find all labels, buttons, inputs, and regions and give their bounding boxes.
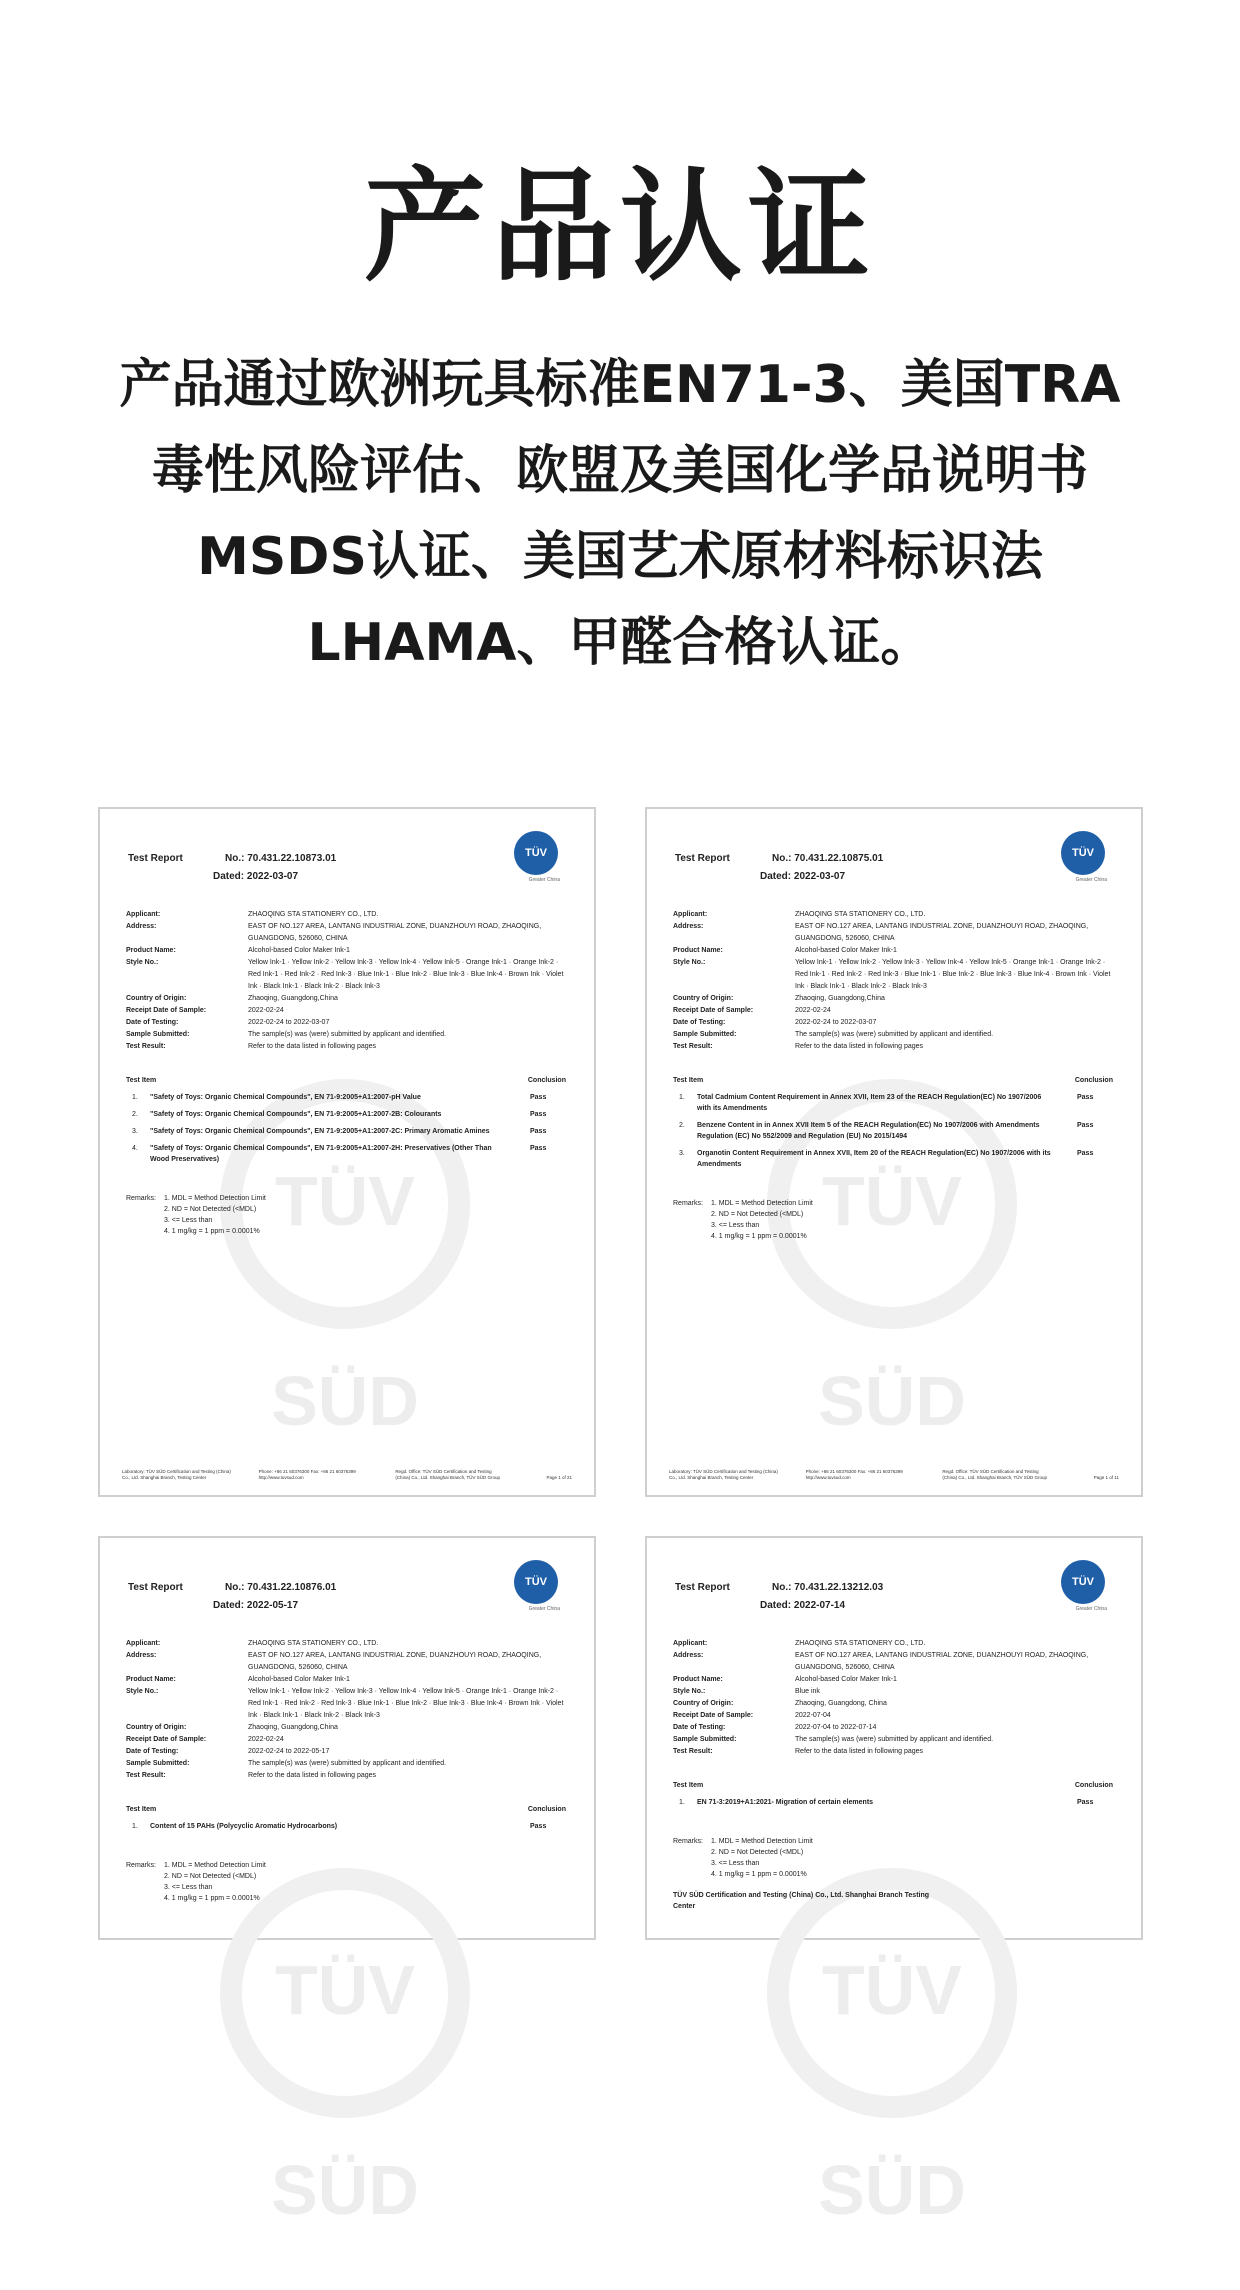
- remark-line: [126, 1204, 426, 1215]
- footer-column: Regd. Office: TÜV SÜD Certification and Testing (China) Co., Ltd. Shanghai Branch, TÜV SÜD Group: [395, 1469, 501, 1480]
- remark-text: 3. <= Less than: [711, 1860, 760, 1867]
- test-items-header: [126, 1804, 566, 1815]
- test-report-document: [645, 1536, 1143, 2229]
- remarks-label: Remarks:: [673, 1200, 703, 1207]
- info-key: Style No.:: [673, 959, 706, 966]
- info-value: 2022-02-24: [248, 1736, 284, 1743]
- remarks-block: [126, 1193, 426, 1237]
- info-value: Zhaoqing, Guangdong, China: [795, 1700, 887, 1707]
- page-title: 产品认证: [364, 156, 876, 298]
- info-key: Sample Submitted:: [673, 1031, 737, 1038]
- report-number: No.: 70.431.22.10876.01: [225, 1582, 337, 1593]
- info-row: [126, 1650, 566, 1674]
- info-row: [673, 1638, 1113, 1650]
- info-row: [126, 909, 566, 921]
- info-value: The sample(s) was (were) submitted by applicant and identified.: [795, 1031, 994, 1038]
- remark-line: [126, 1882, 426, 1893]
- info-key: Applicant:: [126, 911, 161, 918]
- info-row: [126, 1005, 566, 1017]
- remark-text: 1. MDL = Method Detection Limit: [711, 1200, 813, 1207]
- footer-column: Laboratory: TÜV SÜD Certification and Testing (China) Co., Ltd. Shanghai Branch, Testing Center: [122, 1469, 231, 1480]
- test-item-label: Test Item: [126, 1806, 157, 1813]
- info-key: Sample Submitted:: [126, 1760, 190, 1767]
- description-line: MSDS认证、美国艺术原材料标识法: [197, 527, 1043, 587]
- info-value: Alcohol-based Color Maker Ink-1: [795, 1676, 897, 1683]
- info-value: 2022-07-04 to 2022-07-14: [795, 1724, 877, 1731]
- info-key: Sample Submitted:: [673, 1736, 737, 1743]
- info-row: [673, 1746, 1113, 1758]
- certification-description: [60, 342, 1180, 686]
- info-row: [126, 921, 566, 945]
- tuv-watermark: TÜV SÜD: [767, 1079, 1017, 1329]
- info-value: Refer to the data listed in following pages: [248, 1772, 377, 1779]
- info-value: 2022-02-24 to 2022-05-17: [248, 1748, 330, 1755]
- info-value: The sample(s) was (were) submitted by applicant and identified.: [248, 1760, 447, 1767]
- remark-line: [126, 1193, 426, 1204]
- remark-line: [673, 1847, 973, 1858]
- info-row: [673, 1650, 1113, 1674]
- test-item-label: Test Item: [126, 1077, 157, 1084]
- test-number: 1.: [132, 1823, 138, 1830]
- info-key: Test Result:: [126, 1043, 166, 1050]
- info-row: [126, 1722, 566, 1734]
- test-number: 2.: [679, 1122, 685, 1129]
- report-number: No.: 70.431.22.13212.03: [772, 1582, 884, 1593]
- remark-line: [126, 1215, 426, 1226]
- info-key: Sample Submitted:: [126, 1031, 190, 1038]
- remarks-label: [126, 1871, 164, 1882]
- info-row: [673, 1041, 1113, 1053]
- test-conclusion: Pass: [530, 1128, 547, 1135]
- info-value: ZHAOQING STA STATIONERY CO., LTD.: [795, 911, 926, 918]
- report-info-block: [673, 909, 1113, 1053]
- info-key: Product Name:: [673, 947, 723, 954]
- page-number: Page 1 of 21: [546, 1475, 572, 1480]
- remark-text: 4. 1 mg/kg = 1 ppm = 0.0001%: [711, 1871, 807, 1878]
- test-items-header: [673, 1780, 1113, 1791]
- test-name: "Safety of Toys: Organic Chemical Compounds", EN 71-9:2005+A1:2007-pH Value: [150, 1094, 421, 1101]
- info-row: [673, 1017, 1113, 1029]
- tuv-logo-icon: TÜV: [1061, 1560, 1105, 1604]
- conclusion-label: Conclusion: [527, 1077, 566, 1084]
- remark-line: [673, 1231, 973, 1242]
- test-item: [126, 1126, 566, 1137]
- info-key: Test Result:: [673, 1043, 713, 1050]
- test-name: Total Cadmium Content Requirement in Annex XVII, Item 23 of the REACH Regulation(EC) No 1907/2006 with its Amendments: [697, 1094, 1042, 1112]
- test-report-document: [98, 807, 596, 1497]
- test-item: [126, 1143, 566, 1165]
- info-key: Product Name:: [126, 947, 176, 954]
- test-items-header: [673, 1075, 1113, 1086]
- remarks-block: [673, 1198, 973, 1242]
- report-info-block: [126, 1638, 566, 1782]
- test-number: 2.: [132, 1111, 138, 1118]
- test-name: "Safety of Toys: Organic Chemical Compounds", EN 71-9:2005+A1:2007-2H: Preservatives (Other Than Wood Preservatives): [150, 1145, 492, 1163]
- info-row: [673, 945, 1113, 957]
- report-number: No.: 70.431.22.10875.01: [772, 853, 884, 864]
- remark-text: 2. ND = Not Detected (<MDL): [164, 1873, 257, 1880]
- remarks-label: [126, 1226, 164, 1237]
- report-number: No.: 70.431.22.10873.01: [225, 853, 337, 864]
- remark-text: 2. ND = Not Detected (<MDL): [164, 1206, 257, 1213]
- remarks-label: Remarks:: [126, 1195, 156, 1202]
- info-value: Zhaoqing, Guangdong,China: [248, 1724, 338, 1731]
- info-key: Date of Testing:: [673, 1019, 726, 1026]
- info-key: Date of Testing:: [126, 1019, 179, 1026]
- test-name: Organotin Content Requirement in Annex XVII, Item 20 of the REACH Regulation(EC) No 1907/2006 with its Amendments: [697, 1150, 1051, 1168]
- info-row: [673, 1674, 1113, 1686]
- info-value: Zhaoqing, Guangdong,China: [795, 995, 885, 1002]
- info-row: [126, 1758, 566, 1770]
- info-key: Address:: [673, 1652, 704, 1659]
- remark-text: 1. MDL = Method Detection Limit: [164, 1862, 266, 1869]
- test-items-block: [126, 1075, 566, 1171]
- info-value: EAST OF NO.127 AREA, LANTANG INDUSTRIAL ZONE, DUANZHOUYI ROAD, ZHAOQING, GUANGDONG, 526060, CHINA: [248, 923, 542, 942]
- info-key: Test Result:: [673, 1748, 713, 1755]
- report-date: Dated: 2022-03-07: [760, 871, 846, 882]
- test-item: [126, 1109, 566, 1120]
- signatory: TÜV SÜD Certification and Testing (China) Co., Ltd. Shanghai Branch Testing Center: [673, 1892, 930, 1910]
- test-conclusion: Pass: [1077, 1150, 1094, 1157]
- info-value: 2022-02-24: [248, 1007, 284, 1014]
- info-value: Alcohol-based Color Maker Ink-1: [795, 947, 897, 954]
- tuv-logo-icon: TÜV: [514, 1560, 558, 1604]
- test-conclusion: Pass: [530, 1145, 547, 1152]
- info-key: Applicant:: [126, 1640, 161, 1647]
- tuv-watermark: TÜV SÜD: [220, 1868, 470, 2118]
- info-key: Address:: [126, 923, 157, 930]
- info-row: [126, 993, 566, 1005]
- info-row: [673, 957, 1113, 993]
- test-number: 3.: [679, 1150, 685, 1157]
- info-key: Test Result:: [126, 1772, 166, 1779]
- tuv-logo-icon: TÜV: [514, 831, 558, 875]
- remarks-label: [673, 1209, 711, 1220]
- info-row: [673, 1734, 1113, 1746]
- remarks-label: [126, 1215, 164, 1226]
- report-label: Test Report: [128, 853, 183, 864]
- remarks-label: [126, 1882, 164, 1893]
- info-row: [673, 921, 1113, 945]
- info-value: Yellow Ink-1 · Yellow Ink-2 · Yellow Ink-3 · Yellow Ink-4 · Yellow Ink-5 · Orange Ink-1 · Orange Ink-2 · Red Ink-1 · Red Ink-2 · Red Ink-3 · Blue Ink-1 · Blue Ink-2 · Blue Ink-3 · Blue Ink-4 · Brown Ink · Violet Ink · Black Ink-1 · Black Ink-2 · Black Ink-3: [795, 959, 1111, 990]
- report-label: Test Report: [675, 853, 730, 864]
- info-row: [126, 1041, 566, 1053]
- info-value: Alcohol-based Color Maker Ink-1: [248, 947, 350, 954]
- remark-line: [126, 1871, 426, 1882]
- test-conclusion: Pass: [1077, 1094, 1094, 1101]
- test-report-document: [645, 807, 1143, 1497]
- test-items-block: [126, 1804, 566, 1838]
- remarks-label: [673, 1847, 711, 1858]
- conclusion-label: Conclusion: [1074, 1782, 1113, 1789]
- info-value: Refer to the data listed in following pages: [795, 1748, 924, 1755]
- test-name: EN 71-3:2019+A1:2021- Migration of certain elements: [697, 1799, 874, 1806]
- info-key: Applicant:: [673, 1640, 708, 1647]
- test-number: 1.: [132, 1094, 138, 1101]
- info-value: Refer to the data listed in following pages: [795, 1043, 924, 1050]
- logo-subtext: Greater China: [528, 877, 560, 883]
- info-key: Date of Testing:: [126, 1748, 179, 1755]
- info-key: Country of Origin:: [673, 1700, 734, 1707]
- report-label: Test Report: [128, 1582, 183, 1593]
- test-item: [673, 1148, 1113, 1170]
- report-date: Dated: 2022-05-17: [213, 1600, 299, 1611]
- remark-line: [126, 1860, 426, 1871]
- remark-text: 4. 1 mg/kg = 1 ppm = 0.0001%: [164, 1228, 260, 1235]
- info-row: [126, 1686, 566, 1722]
- info-key: Product Name:: [126, 1676, 176, 1683]
- info-row: [126, 1734, 566, 1746]
- info-row: [126, 1770, 566, 1782]
- info-key: Country of Origin:: [673, 995, 734, 1002]
- info-row: [126, 945, 566, 957]
- test-item: [673, 1120, 1113, 1142]
- description-line: 毒性风险评估、欧盟及美国化学品说明书: [151, 441, 1088, 501]
- remarks-label: [673, 1231, 711, 1242]
- remarks-label: Remarks:: [126, 1862, 156, 1869]
- info-key: Receipt Date of Sample:: [126, 1736, 207, 1743]
- footer-column: Phone: +86 21 60376300 Fax: +86 21 60376399 http://www.tuvsud.com: [805, 1469, 903, 1480]
- remark-line: [673, 1858, 973, 1869]
- info-row: [673, 1698, 1113, 1710]
- test-conclusion: Pass: [530, 1823, 547, 1830]
- remarks-block: [126, 1860, 426, 1904]
- remark-line: [673, 1198, 973, 1209]
- tuv-watermark: TÜV SÜD: [767, 1868, 1017, 2118]
- test-items-block: [673, 1075, 1113, 1176]
- info-value: Blue ink: [795, 1688, 820, 1695]
- test-name: Benzene Content in in Annex XVII Item 5 of the REACH Regulation(EC) No 1907/2006 with Amendments Regulation (EC) No 552/2009 and Regulation (EU) No 2015/1494: [697, 1122, 1040, 1140]
- info-value: 2022-07-04: [795, 1712, 831, 1719]
- test-conclusion: Pass: [530, 1094, 547, 1101]
- logo-subtext: Greater China: [528, 1606, 560, 1612]
- info-key: Receipt Date of Sample:: [673, 1007, 754, 1014]
- remarks-label: [673, 1858, 711, 1869]
- info-value: EAST OF NO.127 AREA, LANTANG INDUSTRIAL ZONE, DUANZHOUYI ROAD, ZHAOQING, GUANGDONG, 526060, CHINA: [795, 1652, 1089, 1671]
- info-value: Yellow Ink-1 · Yellow Ink-2 · Yellow Ink-3 · Yellow Ink-4 · Yellow Ink-5 · Orange Ink-1 · Orange Ink-2 · Red Ink-1 · Red Ink-2 · Red Ink-3 · Blue Ink-1 · Blue Ink-2 · Blue Ink-3 · Blue Ink-4 · Brown Ink · Violet Ink · Black Ink-1 · Black Ink-2 · Black Ink-3: [248, 1688, 564, 1719]
- info-row: [673, 1005, 1113, 1017]
- info-value: 2022-02-24 to 2022-03-07: [248, 1019, 330, 1026]
- test-number: 4.: [132, 1145, 138, 1152]
- test-report-document: [98, 1536, 596, 2229]
- info-key: Receipt Date of Sample:: [673, 1712, 754, 1719]
- footer-column: Phone: +86 21 60376300 Fax: +86 21 60376399 http://www.tuvsud.com: [258, 1469, 356, 1480]
- remark-line: [126, 1226, 426, 1237]
- info-row: [126, 1029, 566, 1041]
- logo-subtext: Greater China: [1075, 1606, 1107, 1612]
- remark-line: [673, 1836, 973, 1847]
- footer-column: Regd. Office: TÜV SÜD Certification and Testing (China) Co., Ltd. Shanghai Branch, TÜV SÜD Group: [942, 1469, 1048, 1480]
- remark-text: 2. ND = Not Detected (<MDL): [711, 1211, 804, 1218]
- test-item: [126, 1821, 566, 1832]
- test-number: 3.: [132, 1128, 138, 1135]
- info-key: Product Name:: [673, 1676, 723, 1683]
- description-line: 产品通过欧洲玩具标准EN71-3、美国TRA: [119, 355, 1121, 415]
- tuv-logo-icon: TÜV: [1061, 831, 1105, 875]
- test-items-block: [673, 1780, 1113, 1814]
- footer-column: Laboratory: TÜV SÜD Certification and Testing (China) Co., Ltd. Shanghai Branch, Testing Center: [669, 1469, 778, 1480]
- remarks-label: [126, 1893, 164, 1904]
- remarks-label: Remarks:: [673, 1838, 703, 1845]
- info-row: [126, 1017, 566, 1029]
- info-value: Zhaoqing, Guangdong,China: [248, 995, 338, 1002]
- remark-text: 3. <= Less than: [164, 1217, 213, 1224]
- info-row: [126, 1746, 566, 1758]
- remarks-block: [673, 1836, 973, 1880]
- test-conclusion: Pass: [530, 1111, 547, 1118]
- description-line: LHAMA、甲醛合格认证。: [307, 613, 933, 673]
- info-value: ZHAOQING STA STATIONERY CO., LTD.: [248, 911, 379, 918]
- remark-line: [126, 1893, 426, 1904]
- info-row: [126, 1674, 566, 1686]
- report-footer: [669, 1469, 1119, 1481]
- test-name: "Safety of Toys: Organic Chemical Compounds", EN 71-9:2005+A1:2007-2B: Colourants: [150, 1111, 442, 1118]
- test-name: "Safety of Toys: Organic Chemical Compounds", EN 71-9:2005+A1:2007-2C: Primary Aromatic Amines: [150, 1128, 490, 1135]
- info-value: Yellow Ink-1 · Yellow Ink-2 · Yellow Ink-3 · Yellow Ink-4 · Yellow Ink-5 · Orange Ink-1 · Orange Ink-2 · Red Ink-1 · Red Ink-2 · Red Ink-3 · Blue Ink-1 · Blue Ink-2 · Blue Ink-3 · Blue Ink-4 · Brown Ink · Violet Ink · Black Ink-1 · Black Ink-2 · Black Ink-3: [248, 959, 564, 990]
- remark-text: 1. MDL = Method Detection Limit: [164, 1195, 266, 1202]
- test-item-label: Test Item: [673, 1077, 704, 1084]
- remark-line: [673, 1220, 973, 1231]
- info-key: Applicant:: [673, 911, 708, 918]
- test-item: [126, 1092, 566, 1103]
- remark-text: 4. 1 mg/kg = 1 ppm = 0.0001%: [711, 1233, 807, 1240]
- info-value: 2022-02-24 to 2022-03-07: [795, 1019, 877, 1026]
- test-number: 1.: [679, 1094, 685, 1101]
- info-row: [673, 1710, 1113, 1722]
- tuv-watermark: TÜV SÜD: [220, 1079, 470, 1329]
- info-row: [673, 1722, 1113, 1734]
- remarks-label: [126, 1204, 164, 1215]
- test-conclusion: Pass: [1077, 1799, 1094, 1806]
- page-number: Page 1 of 11: [1093, 1475, 1119, 1480]
- info-value: 2022-02-24: [795, 1007, 831, 1014]
- report-footer: [122, 1469, 572, 1481]
- report-info-block: [126, 909, 566, 1053]
- info-row: [673, 909, 1113, 921]
- info-row: [673, 1686, 1113, 1698]
- info-value: ZHAOQING STA STATIONERY CO., LTD.: [795, 1640, 926, 1647]
- remark-line: [673, 1869, 973, 1880]
- info-value: ZHAOQING STA STATIONERY CO., LTD.: [248, 1640, 379, 1647]
- remarks-label: [673, 1220, 711, 1231]
- info-key: Style No.:: [126, 959, 159, 966]
- report-date: Dated: 2022-07-14: [760, 1600, 846, 1611]
- remark-text: 1. MDL = Method Detection Limit: [711, 1838, 813, 1845]
- logo-subtext: Greater China: [1075, 877, 1107, 883]
- test-item: [673, 1092, 1113, 1114]
- info-row: [673, 1029, 1113, 1041]
- info-key: Address:: [126, 1652, 157, 1659]
- remark-text: 4. 1 mg/kg = 1 ppm = 0.0001%: [164, 1895, 260, 1902]
- test-name: Content of 15 PAHs (Polycyclic Aromatic Hydrocarbons): [150, 1823, 338, 1830]
- info-key: Date of Testing:: [673, 1724, 726, 1731]
- info-row: [126, 957, 566, 993]
- test-conclusion: Pass: [1077, 1122, 1094, 1129]
- info-key: Address:: [673, 923, 704, 930]
- info-value: EAST OF NO.127 AREA, LANTANG INDUSTRIAL ZONE, DUANZHOUYI ROAD, ZHAOQING, GUANGDONG, 526060, CHINA: [248, 1652, 542, 1671]
- report-label: Test Report: [675, 1582, 730, 1593]
- info-value: Refer to the data listed in following pages: [248, 1043, 377, 1050]
- info-key: Country of Origin:: [126, 995, 187, 1002]
- info-value: The sample(s) was (were) submitted by applicant and identified.: [248, 1031, 447, 1038]
- info-row: [126, 1638, 566, 1650]
- test-number: 1.: [679, 1799, 685, 1806]
- remark-text: 3. <= Less than: [164, 1884, 213, 1891]
- info-value: Alcohol-based Color Maker Ink-1: [248, 1676, 350, 1683]
- info-key: Country of Origin:: [126, 1724, 187, 1731]
- remarks-label: [673, 1869, 711, 1880]
- remark-text: 2. ND = Not Detected (<MDL): [711, 1849, 804, 1856]
- report-info-block: [673, 1638, 1113, 1758]
- info-row: [673, 993, 1113, 1005]
- test-item: [673, 1797, 1113, 1808]
- info-key: Receipt Date of Sample:: [126, 1007, 207, 1014]
- remark-line: [673, 1209, 973, 1220]
- conclusion-label: Conclusion: [527, 1806, 566, 1813]
- test-items-header: [126, 1075, 566, 1086]
- remark-text: 3. <= Less than: [711, 1222, 760, 1229]
- info-value: The sample(s) was (were) submitted by applicant and identified.: [795, 1736, 994, 1743]
- info-key: Style No.:: [126, 1688, 159, 1695]
- report-date: Dated: 2022-03-07: [213, 871, 299, 882]
- info-value: EAST OF NO.127 AREA, LANTANG INDUSTRIAL ZONE, DUANZHOUYI ROAD, ZHAOQING, GUANGDONG, 526060, CHINA: [795, 923, 1089, 942]
- test-item-label: Test Item: [673, 1782, 704, 1789]
- conclusion-label: Conclusion: [1074, 1077, 1113, 1084]
- info-key: Style No.:: [673, 1688, 706, 1695]
